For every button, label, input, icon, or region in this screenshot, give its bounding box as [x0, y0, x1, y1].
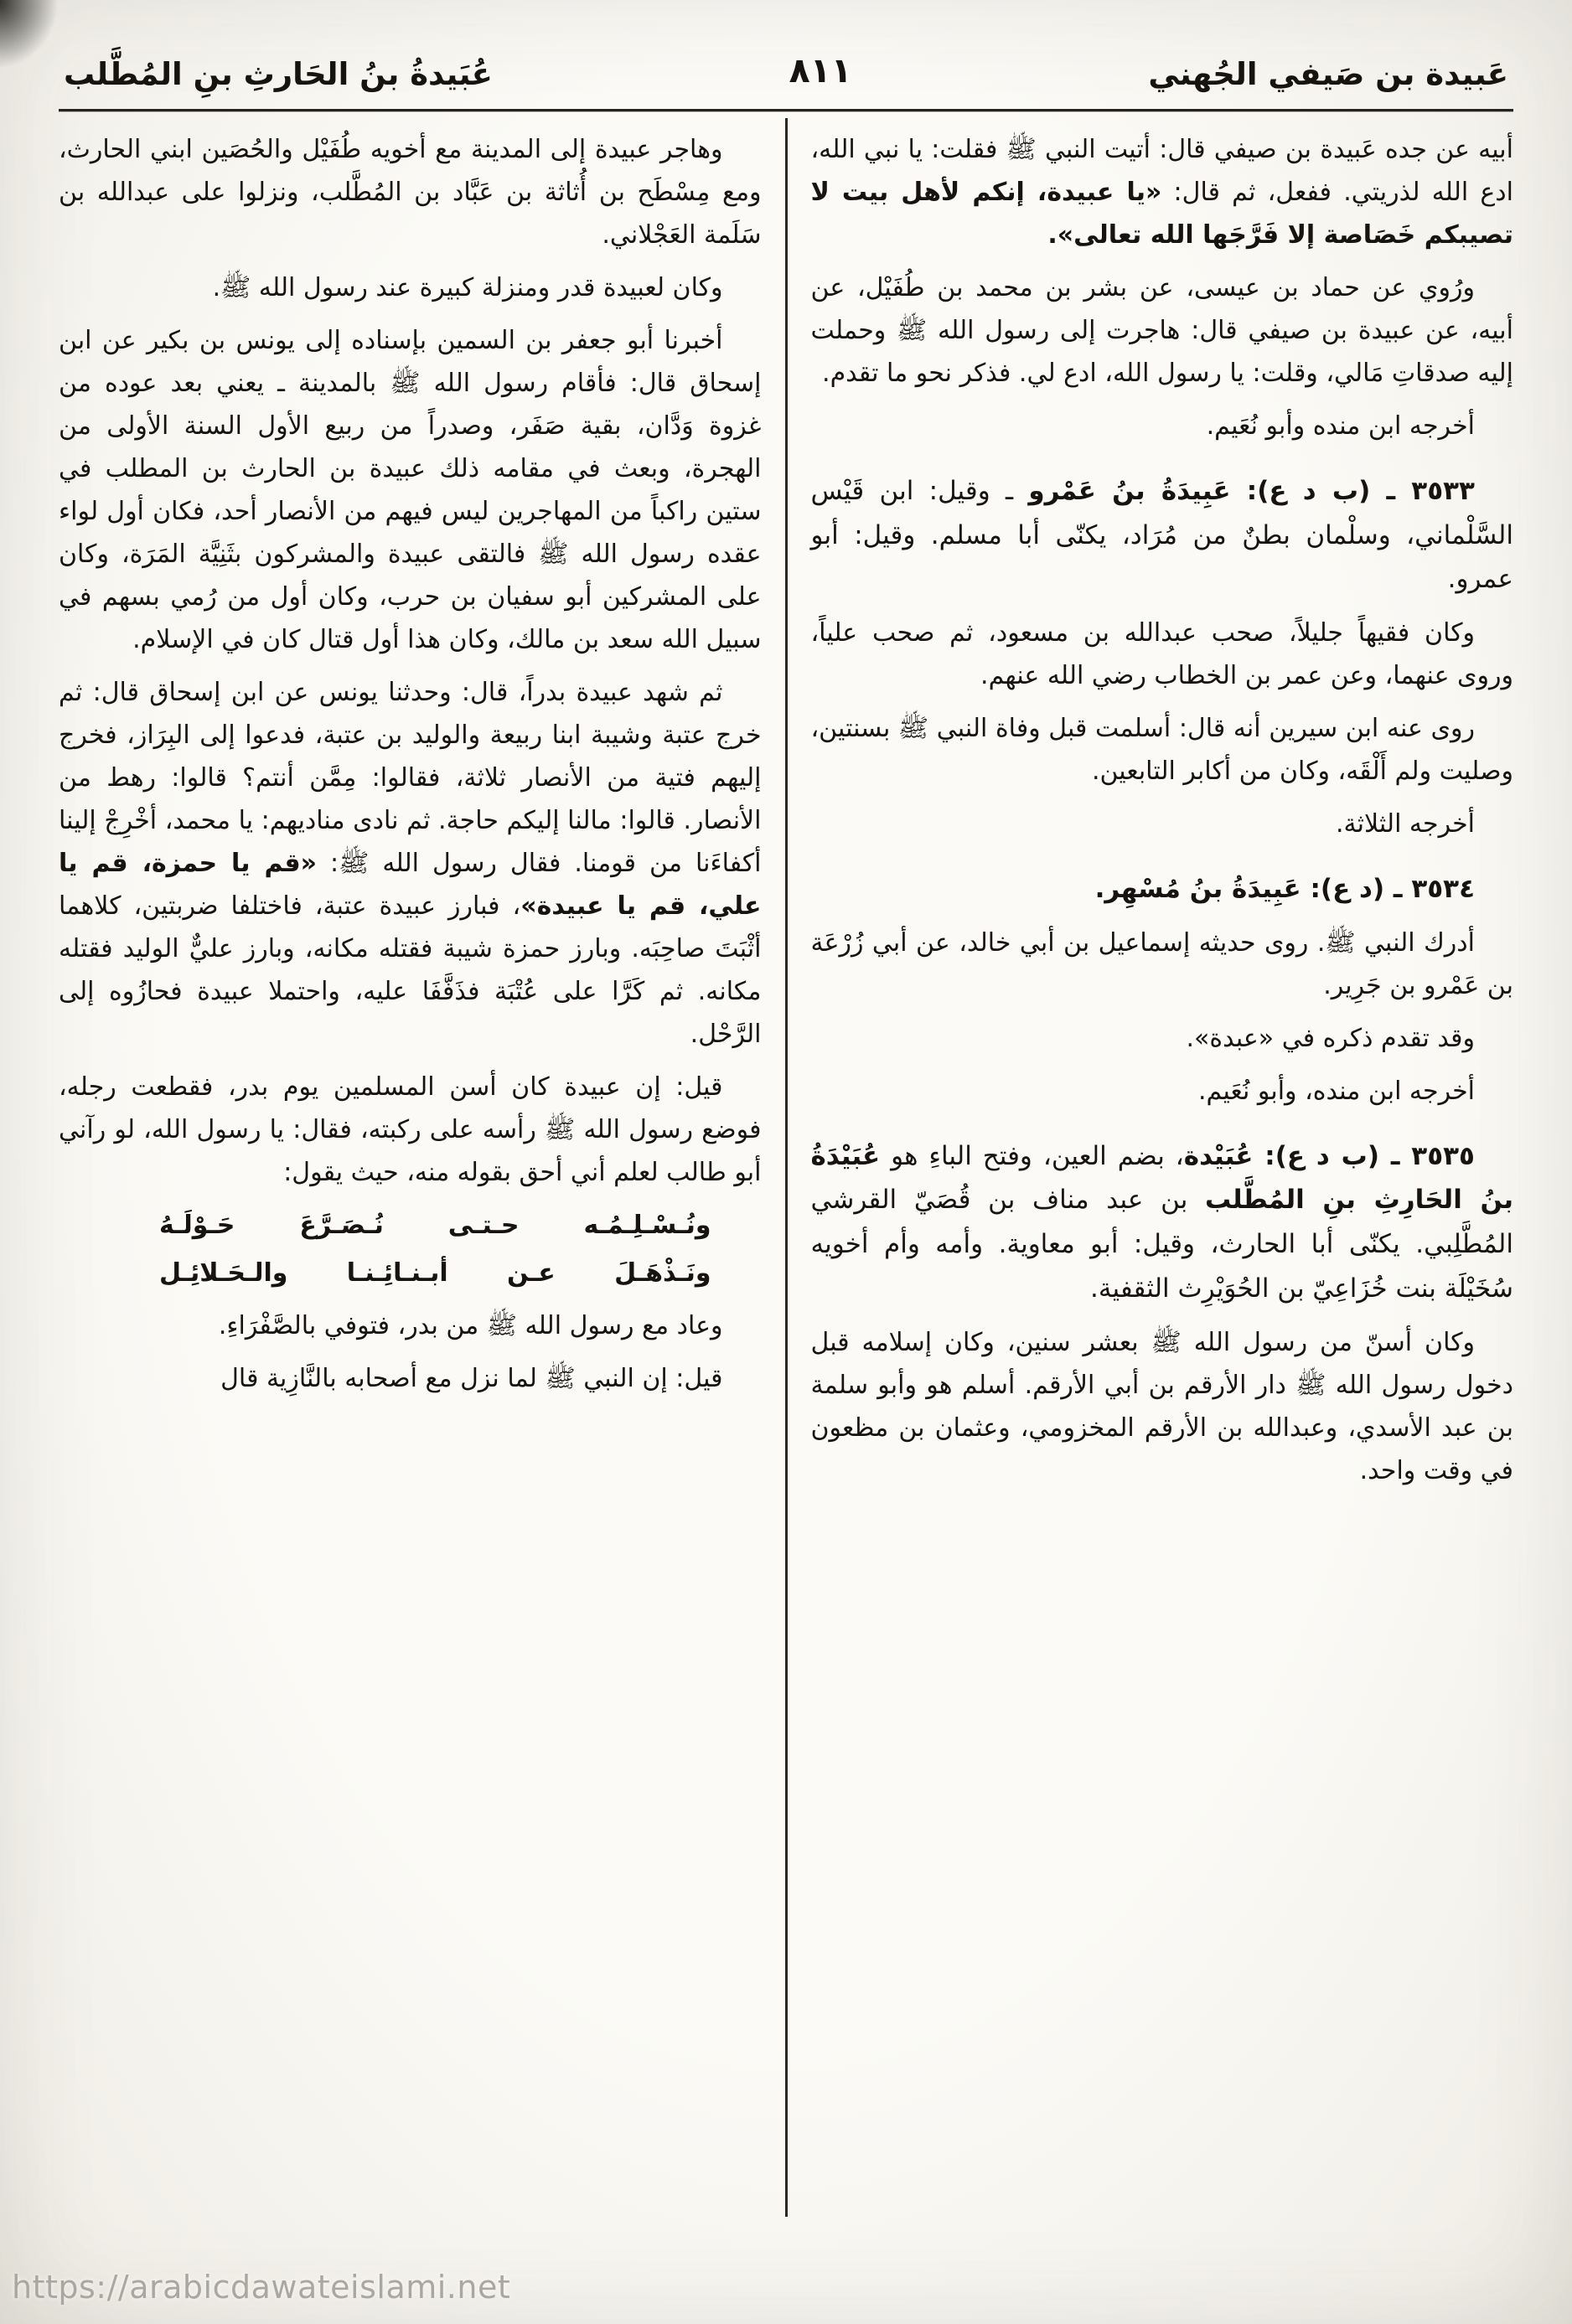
paragraph: [811, 1321, 1514, 1492]
text-segment: وكان أسنّ من رسول الله ﷺ بعشر سنين، وكان إسلامه قبل دخول رسول الله ﷺ دار الأرقم بن أبي الأرقم. أسلم هو وأبو سلمة بن عبد الأسدي، وعبدالله بن الأرقم المخزومي، وعثمان بن مظعون في وقت واحد.: [810, 1327, 1513, 1485]
column-right: [788, 118, 1514, 2250]
paragraph: [59, 266, 762, 309]
verse-line: [59, 1204, 762, 1247]
text-segment: أخبرنا أبو جعفر بن السمين بإسناده إلى يونس بن بكير عن ابن إسحاق قال: فأقام رسول الله ﷺ بالمدينة ـ يعني بعد عوده من غزوة وَدَّان، بقية صَفَر، وصدراً من ربيع الأول السنة الأولى من الهجرة، وبعث في مقامه ذلك عبيدة بن الحارث بن المطلب في ستين راكباً من المهاجرين ليس فيهم من الأنصار أحد، فكان أول لواء عقده رسول الله ﷺ فالتقى عبيدة والمشركون بثَنِيَّة المَرَة، وكان على المشركين أبو سفيان بن حرب، وكان أول من رُمي بسهم في سبيل الله سعد بن مالك، وكان هذا أول قتال كان في الإسلام.: [59, 326, 762, 654]
paragraph: [811, 405, 1514, 447]
paragraph: [811, 266, 1514, 395]
entry-heading: [811, 469, 1514, 602]
entry-heading: [811, 867, 1514, 912]
text-segment: وقد تقدم ذكره في «عبدة».: [1186, 1023, 1475, 1053]
text-segment: أخرجه الثلاثة.: [1336, 809, 1475, 839]
verse-line: [59, 1252, 762, 1294]
paragraph: [59, 1304, 762, 1347]
text-columns: [59, 118, 1513, 2250]
paragraph: [811, 707, 1514, 793]
text-segment: وكان فقيهاً جليلاً، صحب عبدالله بن مسعود، ثم صحب علياً، وروى عنهما، وعن عمر بن الخطاب رضي الله عنهم.: [810, 618, 1513, 691]
text-segment: قيل: إن عبيدة كان أسن المسلمين يوم بدر، فقطعت رجله، فوضع رسول الله ﷺ رأسه على ركبته، فقال: يا رسول الله، لو رآني أبو طالب لعلم أني أحق بقوله منه، حيث يقول:: [59, 1072, 762, 1187]
header-title-right: عَبيدة بن صَيفي الجُهني: [1148, 56, 1508, 92]
entry-heading: [811, 1134, 1514, 1311]
page-header: [59, 40, 1513, 92]
text-segment: أخرجه ابن منده وأبو نُعَيم.: [1206, 411, 1475, 441]
paragraph: [59, 128, 762, 256]
paragraph: [59, 1066, 762, 1194]
page-number: ٨١١: [789, 50, 852, 90]
paragraph: [811, 803, 1514, 845]
bold-text-segment: «قم يا حمزة، قم يا علي، قم يا عبيدة»: [59, 849, 762, 921]
column-left: [59, 118, 785, 2250]
paragraph: [811, 922, 1514, 1007]
bold-text-segment: عُبَيْدَةُ بنُ الحَارِثِ بنِ المُطَّلب: [810, 1140, 1513, 1216]
watermark-url: https://arabicdawateislami.net: [12, 2269, 511, 2306]
scan-artifact-top-left: [0, 0, 59, 69]
text-segment: ، فبارز عبيدة عتبة، فاختلفا ضربتين، كلاهما أثْبَتَ صاحِبَه. وبارز حمزة شيبة فقتله مكانه، وبارز عليٌّ الوليد فقتله مكانه. ثم كَرَّا على عُتْبَة فذَفَّفَا عليه، واحتملا عبيدة فحازُوه إلى الرَّحْل.: [59, 891, 762, 1049]
paragraph: [811, 612, 1514, 697]
text-segment: أدرك النبي ﷺ. روى حديثه إسماعيل بن أبي خالد، عن أبي زُرْعَة بن عَمْرو بن جَرِير.: [810, 927, 1513, 1000]
text-segment: وكان لعبيدة قدر ومنزلة كبيرة عند رسول الله ﷺ.: [212, 273, 723, 302]
header-title-left: عُبَيدةُ بنُ الحَارثِ بنِ المُطَّلب: [64, 56, 493, 92]
text-segment: وعاد مع رسول الله ﷺ من بدر، فتوفي بالصَّفْرَاءِ.: [218, 1311, 723, 1340]
paragraph: [811, 1070, 1514, 1113]
bold-text-segment: ٣٥٣٥ ـ (ب د ع): عُبَيْدة: [1183, 1140, 1475, 1171]
text-segment: قيل: إن النبي ﷺ لما نزل مع أصحابه بالنَّازِية قال: [220, 1364, 723, 1393]
paragraph: [59, 319, 762, 661]
bold-text-segment: ونُـسْـلِـمُـه حـتـى نُـصَـرَّعَ حَـوْلَـهُ: [159, 1211, 711, 1240]
paragraph: [811, 128, 1514, 256]
column-divider-line: [785, 118, 788, 2217]
text-segment: أبيه عن جده عَبيدة بن صيفي قال: أتيت النبي ﷺ فقلت: يا نبي الله، ادع الله لذريتي. ففعل، ثم قال:: [810, 135, 1513, 207]
text-segment: ورُوي عن حماد بن عيسى، عن بشر بن محمد بن طُفَيْل، عن أبيه، عن عبيدة بن صيفي قال: هاجرت إلى رسول الله ﷺ وحملت إليه صدقاتِ مَالي، وقلت: يا رسول الله، ادع لي. فذكر نحو ما تقدم.: [810, 273, 1513, 388]
paragraph: [59, 671, 762, 1056]
header-divider-line: [59, 109, 1513, 111]
bold-text-segment: «يا عبيدة، إنكم لأهل بيت لا تصيبكم خَصَاصة إلا فَرَّجَها الله تعالى».: [810, 178, 1513, 250]
paragraph: [811, 1017, 1514, 1060]
text-segment: ـ وقيل: ابن قَيْس السَّلْماني، وسلْمان بطنٌ من مُرَاد، يكنّى أبا مسلم. وقيل: أبو عمرو.: [810, 476, 1513, 595]
bold-text-segment: ٣٥٣٣ ـ (ب د ع): عَبِيدَةُ بنُ عَمْرو: [1028, 476, 1475, 506]
text-segment: روى عنه ابن سيرين أنه قال: أسلمت قبل وفاة النبي ﷺ بسنتين، وصليت ولم أَلْقَه، وكان من أكابر التابعين.: [810, 714, 1513, 787]
text-segment: وهاجر عبيدة إلى المدينة مع أخويه طُفَيْل والحُصَين ابني الحارث، ومع مِسْطَح بن أُثاثة بن عَبَّاد بن المُطَّلب، ونزلوا على عبدالله بن سَلَمة العَجْلاني.: [59, 135, 762, 250]
text-segment: بن عبد مناف بن قُصَيّ القرشي المُطَّلِبي. يكنّى أبا الحارث، وقيل: أبو معاوية. وأمه وأم أخويه سُخَيْلَة بنت خُزَاعِيّ بن الحُوَيْرِث الثقفية.: [810, 1185, 1513, 1304]
text-segment: أخرجه ابن منده، وأبو نُعَيم.: [1197, 1076, 1475, 1106]
paragraph: [59, 1357, 762, 1400]
text-segment: ثم شهد عبيدة بدراً، قال: وحدثنا يونس عن ابن إسحاق قال: ثم خرج عتبة وشيبة ابنا ربيعة والوليد بن عتبة، فدعوا إلى البِرَاز، فخرج إليهم فتية من الأنصار ثلاثة، فقالوا: مِمَّن أنتم؟ قالوا: رهط من الأنصار. قالوا: مالنا إليكم حاجة. ثم نادى مناديهم: يا محمد، أخْرِجْ إلينا أكفاءَنا من قومنا. فقال رسول الله ﷺ:: [59, 678, 762, 878]
bold-text-segment: ٣٥٣٤ ـ (د ع): عَبِيدَةُ بنُ مُسْهِر.: [1094, 874, 1475, 905]
text-segment: ، بضم العين، وفتح الباءِ هو: [880, 1140, 1184, 1171]
bold-text-segment: ونَـذْهَـلَ عـن أبـنـائِـنـا والـحَـلائِـل: [159, 1258, 711, 1288]
